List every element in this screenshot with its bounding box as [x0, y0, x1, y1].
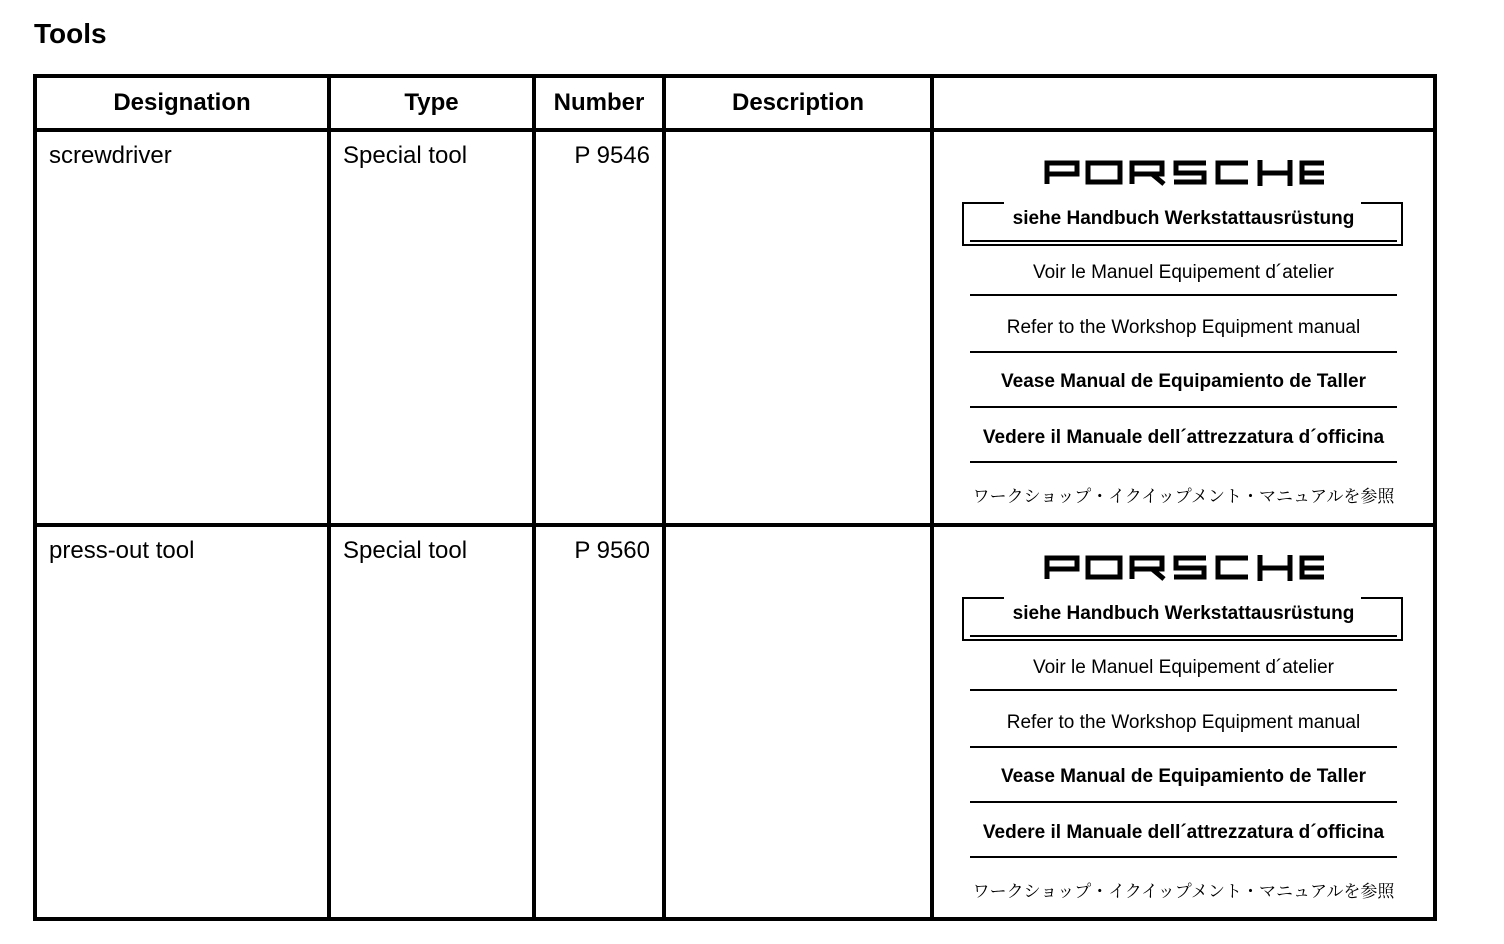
workshop-reference-label	[934, 132, 1433, 523]
table-row	[35, 130, 1435, 525]
cell-type: Special tool	[329, 525, 534, 920]
cell-number: P 9546	[534, 130, 664, 525]
cell-number: P 9560	[534, 525, 664, 920]
porsche-wordmark-icon	[1044, 555, 1324, 581]
table-row	[35, 525, 1435, 920]
porsche-logo	[934, 555, 1433, 585]
reference-line-it: Vedere il Manuale dell´attrezzatura d´officina	[982, 427, 1385, 448]
column-header-reference	[932, 76, 1435, 130]
reference-line-fr: Voir le Manuel Equipement d´atelier	[1032, 656, 1334, 678]
column-header-number: Number	[534, 76, 664, 130]
reference-line-en: Refer to the Workshop Equipment manual	[1006, 317, 1361, 338]
table-header-row	[35, 76, 1435, 130]
page-title: Tools	[34, 18, 107, 49]
reference-line-ja: ワークショップ・イクイップメント・マニュアルを参照	[972, 487, 1395, 506]
cell-description	[664, 525, 932, 920]
reference-line-de: siehe Handbuch Werkstattausrüstung	[1012, 208, 1355, 229]
cell-reference	[932, 525, 1435, 920]
column-header-description: Description	[664, 76, 932, 130]
cell-type: Special tool	[329, 130, 534, 525]
reference-line-en: Refer to the Workshop Equipment manual	[1006, 711, 1361, 733]
reference-line-de: siehe Handbuch Werkstattausrüstung	[1012, 602, 1355, 624]
porsche-logo	[934, 160, 1433, 190]
cell-designation: press-out tool	[35, 525, 329, 920]
reference-line-es: Vease Manual de Equipamiento de Taller	[1001, 765, 1366, 787]
porsche-wordmark-icon	[1044, 160, 1324, 186]
reference-line-it: Vedere il Manuale dell´attrezzatura d´officina	[982, 821, 1385, 843]
reference-line-ja: ワークショップ・イクイップメント・マニュアルを参照	[972, 881, 1395, 901]
cell-designation: screwdriver	[35, 130, 329, 525]
reference-line-fr: Voir le Manuel Equipement d´atelier	[1032, 262, 1334, 283]
column-header-designation: Designation	[35, 76, 329, 130]
cell-reference	[932, 130, 1435, 525]
column-header-type: Type	[329, 76, 534, 130]
cell-description	[664, 130, 932, 525]
reference-line-es: Vease Manual de Equipamiento de Taller	[1001, 371, 1366, 392]
tools-table	[33, 74, 1437, 921]
workshop-reference-label	[934, 527, 1433, 918]
